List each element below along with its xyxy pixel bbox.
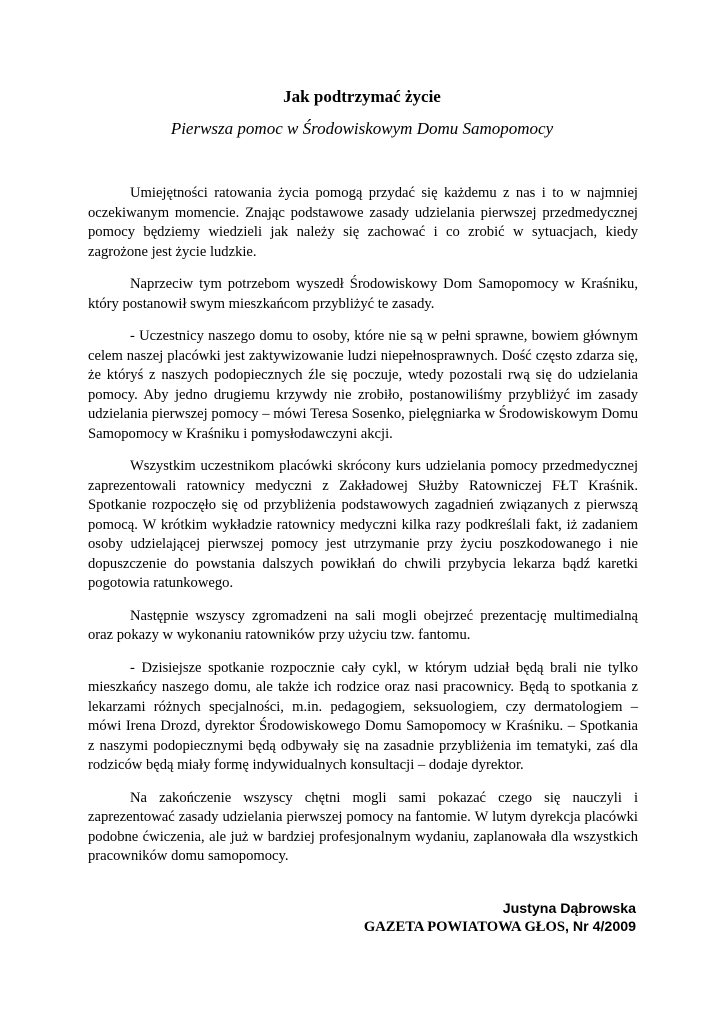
article-subtitle: Pierwsza pomoc w Środowiskowym Domu Samopomocy <box>170 119 554 138</box>
paragraph-5: Następnie wszyscy zgromadzeni na sali mogli obejrzeć prezentację multimedialną oraz pokazy w wykonaniu ratowników przy użyciu tzw. fantomu. <box>88 607 638 643</box>
author-name: Justyna Dąbrowska <box>502 901 636 917</box>
paragraph-1: Umiejętności ratowania życia pomogą przydać się każdemu z nas i to w najmniej oczekiwanym momencie. Znając podstawowe zasady udzielania pierwszej przedmedycznej pomocy będziemy wiedzieli jak należy się zachować i co zrobić w sytuacjach, kiedy zagrożone jest życie ludzkie. <box>88 185 638 260</box>
paragraph-3: - Uczestnicy naszego domu to osoby, które nie są w pełni sprawne, bowiem głównym celem naszej placówki jest zaktywizowanie ludzi niepełnosprawnych. Dość często zdarza się, że któryś z naszych podopiecznych źle się poczuje, wtedy pozostali rwą się do udzielania pomocy. Aby jedno drugiemu krzywdy nie zrobiło, postanowiliśmy przybliżyć im zasady udzielania pierwszej pomocy – mówi Teresa Sosenko, pielęgniarka w Środowiskowym Domu Samopomocy w Kraśniku i pomysłodawczyni akcji. <box>88 328 638 442</box>
paragraph-6: - Dzisiejsze spotkanie rozpocznie cały cykl, w którym udział będą brali nie tylko mieszkańcy naszego domu, ale także ich rodzice oraz nasi pracownicy. Będą to spotkania z lekarzami różnych specjalności, m.in. pedagogiem, seksuologiem, czy dermatologiem – mówi Irena Drozd, dyrektor Środowiskowego Domu Samopomocy w Kraśniku. – Spotkania z naszymi podopiecznymi będą odbywały się na zasadnie przybliżenia im tematyki, zaś dla rodziców będą miały formę indywidualnych konsultacji – dodaje dyrektor. <box>88 659 638 773</box>
issue-number: , Nr 4/2009 <box>565 919 636 935</box>
paragraph-7: Na zakończenie wszyscy chętni mogli sami pokazać czego się nauczyli i zaprezentować zasady udzielania pierwszej pomocy na fantomie. W lutym dyrekcja placówki podobne ćwiczenia, ale już w bardziej profesjonalnym wydaniu, zaplanowała dla wszystkich pracowników domu samopomocy. <box>88 789 638 864</box>
paragraph-4: Wszystkim uczestnikom placówki skrócony kurs udzielania pomocy przedmedycznej zaprezentowali ratownicy medyczni z Zakładowej Służby Ratowniczej FŁT Kraśnik. Spotkanie rozpoczęło się od przybliżenia podstawowych zagadnień związanych z pierwszą pomocą. W krótkim wykładzie ratownicy medyczni kilka razy podkreślali fakt, iż zadaniem osoby udzielającej pierwszej pomocy jest utrzymanie przy życiu poszkodowanego i nie dopuszczenie do powstania dalszych powikłań do chwili przybycia lekarza bądź karetki pogotowia ratunkowego. <box>88 458 638 591</box>
article-body <box>88 184 638 880</box>
paragraph-2: Naprzeciw tym potrzebom wyszedł Środowiskowy Dom Samopomocy w Kraśniku, który postanowił swym mieszkańcom przybliżyć te zasady. <box>88 276 638 312</box>
article-title: Jak podtrzymać życie <box>283 87 441 106</box>
publication-line <box>364 918 636 936</box>
signature-block <box>364 900 636 936</box>
publication-name: GAZETA POWIATOWA GŁOS <box>363 919 565 935</box>
